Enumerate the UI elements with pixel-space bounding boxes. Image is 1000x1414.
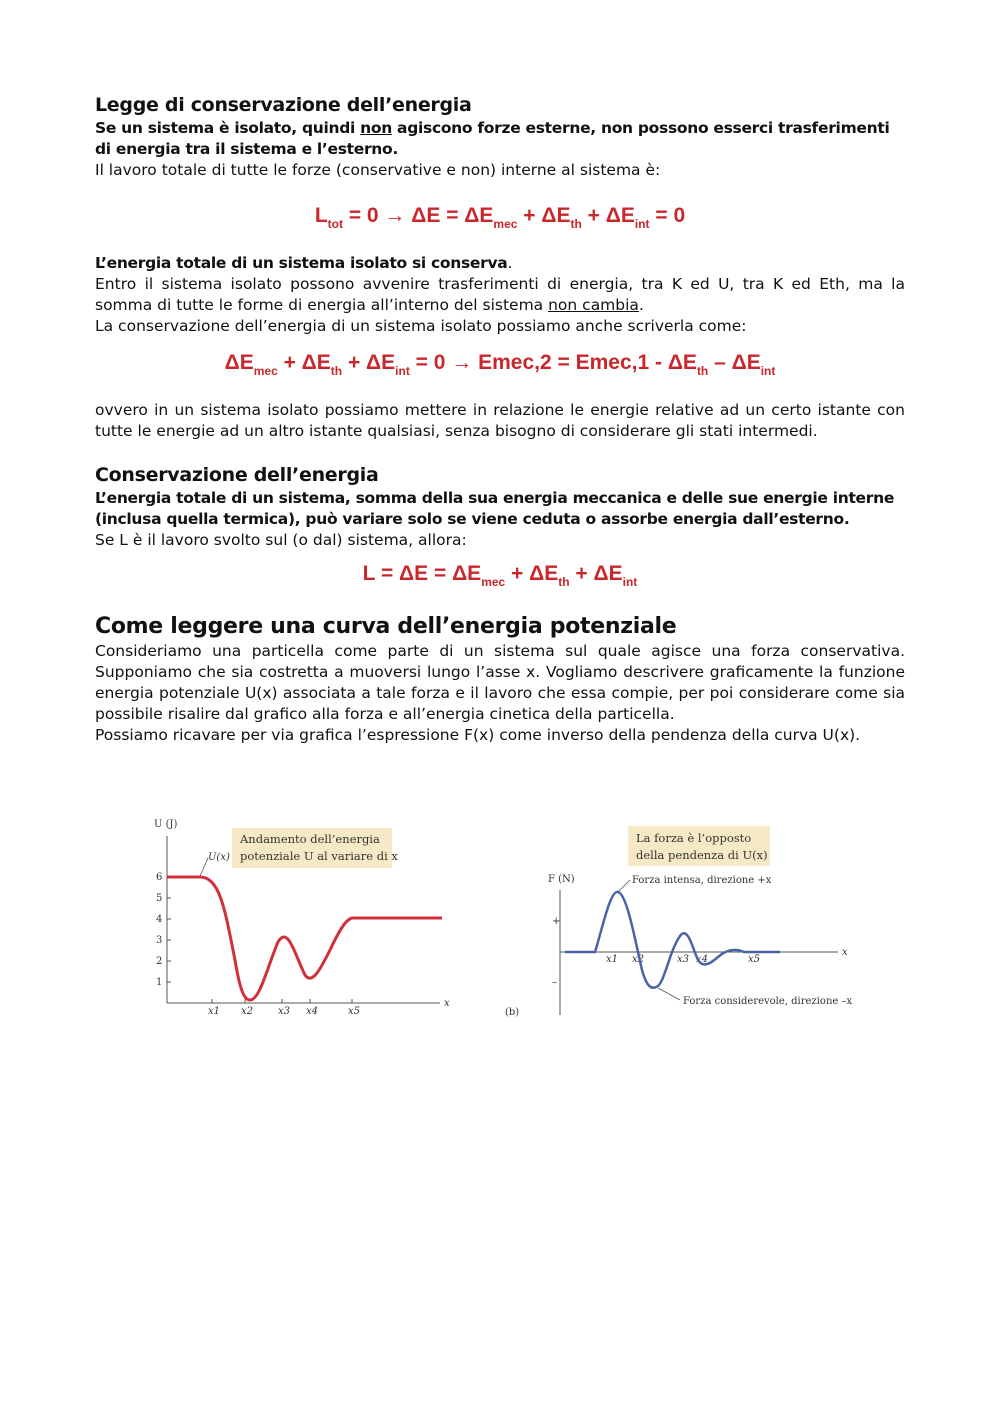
f3-b-sub: th (558, 575, 570, 589)
fig-a-caption-1: Andamento dell’energia (240, 832, 380, 846)
fig-b-xtick-2: x2 (632, 954, 645, 965)
transfers-text (95, 274, 905, 316)
transfers-underlined: non cambia (548, 296, 639, 314)
total-energy-statement: L’energia totale di un sistema, somma della sua energia meccanica e delle sue energie interne (inclusa quella termica), può variare solo se viene ceduta o assorbe energia dall’esterno. (95, 489, 895, 528)
isolated-system-statement (95, 118, 905, 160)
f2-d-sub: th (696, 364, 709, 378)
f1-a: L (314, 204, 328, 227)
fig-a-ytick-4: 4 (156, 914, 163, 925)
fig-a-ytick-2: 2 (156, 956, 163, 967)
fig-b-xticks (606, 954, 760, 965)
write-as-text: La conservazione dell’energia di un sistema isolato possiamo anche scriverla come: (95, 317, 747, 335)
f1-b: = 0 → ΔE = ΔE (342, 204, 494, 227)
section-title-potential-curve: Come leggere una curva dell’energia potenziale (95, 614, 677, 639)
f2-c-sub: int (395, 364, 410, 378)
fig-b-minus: – (552, 977, 557, 988)
f3-a-sub: mec (481, 575, 506, 589)
fig-b-caption-2: della pendenza di U(x) (636, 848, 768, 862)
fig-a-xtick-4: x4 (306, 1006, 319, 1017)
fig-a-xtick-1: x1 (208, 1006, 221, 1017)
document-page (95, 92, 905, 746)
fig-a-caption-2: potenziale U al variare di x (240, 849, 398, 863)
transfers-part-2: . (638, 296, 644, 314)
f1-b-sub: mec (493, 217, 518, 231)
fig-b-note-bottom: Forza considerevole, direzione –x (683, 996, 853, 1007)
fig-b-panel-label: (b) (505, 1007, 520, 1018)
f2-b: + ΔE (277, 351, 331, 374)
fig-b-note-top: Forza intensa, direzione +x (632, 875, 772, 886)
fig-a-ylabel: U (J) (154, 819, 178, 830)
formula-work-energy (95, 563, 905, 613)
fig-a-xlabel: x (444, 998, 450, 1009)
section-title-conservation-law: Legge di conservazione dell’energia (95, 94, 472, 116)
formula-total-work (95, 205, 905, 253)
fig-a-xtick-5: x5 (348, 1006, 361, 1017)
slope-text: Possiamo ricavare per via grafica l’espressione F(x) come inverso della pendenza della curva U(x). (95, 726, 861, 744)
fig-b-plus: + (552, 916, 561, 927)
fig-b-curve (565, 892, 780, 988)
f1-c-sub: th (570, 217, 582, 231)
f1-a-sub: tot (327, 217, 343, 231)
fig-a-yticks (156, 872, 171, 988)
energy-conserved-dot: . (507, 254, 513, 272)
statement-underlined: non (360, 119, 392, 137)
f2-d: = 0 → Emec,2 = Emec,1 - ΔE (409, 351, 697, 374)
figure-a-potential (154, 819, 450, 1017)
f3-c: + ΔE (569, 562, 623, 585)
f2-a-sub: mec (253, 364, 278, 378)
fig-b-ylabel: F (N) (548, 874, 575, 885)
figure-svg (140, 810, 860, 1030)
formula-isolated-system (95, 352, 905, 400)
fig-a-curve-label: U(x) (208, 852, 230, 863)
fig-a-xtick-2: x2 (241, 1006, 254, 1017)
f3-c-sub: int (622, 575, 638, 589)
statement-part-1: Se un sistema è isolato, quindi (95, 119, 361, 137)
fig-b-xtick-1: x1 (606, 954, 619, 965)
fig-b-xlabel: x (842, 947, 848, 958)
fig-a-xtick-3: x3 (278, 1006, 291, 1017)
f3-b: + ΔE (505, 562, 559, 585)
f1-d: + ΔE (581, 204, 635, 227)
fig-a-ytick-6: 6 (156, 872, 163, 883)
instants-text: ovvero in un sistema isolato possiamo mettere in relazione le energie relative ad un certo istante con tutte le energie ad un altro istante qualsiasi, senza bisogno di considerare gli stati intermedi. (95, 401, 905, 440)
fig-b-xtick-3: x3 (677, 954, 690, 965)
particle-text: Consideriamo una particella come parte di un sistema sul quale agisce una forza conservativa. Supponiamo che sia costretta a muoversi lungo l’asse x. Vogliamo descrivere graficamente la funzione energia potenziale U(x) associata a tale forza e il lavoro che essa compie, per poi considerare come sia possibile risalire dal grafico alla forza e all’energia cinetica della particella. (95, 642, 905, 723)
f2-e: – ΔE (708, 351, 761, 374)
figure-b-force (505, 826, 852, 1018)
f1-c: + ΔE (517, 204, 571, 227)
fig-a-ytick-1: 1 (156, 977, 163, 988)
fig-b-xtick-4: x4 (696, 954, 709, 965)
f1-e: = 0 (649, 204, 686, 227)
f2-c: + ΔE (342, 351, 396, 374)
work-system-text: Se L è il lavoro svolto sul (o dal) sistema, allora: (95, 531, 467, 549)
f1-d-sub: int (634, 217, 650, 231)
transfers-part-1: Entro il sistema isolato possono avvenire trasferimenti di energia, tra K ed U, tra K ed Eth, ma la somma di tutte le forme di energia all’interno del sistema (95, 275, 905, 314)
energy-conserved-line (95, 253, 905, 274)
fig-b-caption-1: La forza è l’opposto (636, 831, 752, 845)
energy-conserved-bold: L’energia totale di un sistema isolato si conserva (95, 254, 508, 272)
fig-b-xtick-5: x5 (748, 954, 761, 965)
f2-b-sub: th (330, 364, 343, 378)
fig-a-curve (167, 877, 442, 1000)
statement-part-2: agiscono forze esterne, non possono esserci trasferimenti di energia tra il sistema e l’esterno. (95, 119, 890, 158)
figures (140, 810, 860, 1030)
f3-a: L = ΔE = ΔE (362, 562, 482, 585)
total-work-text: Il lavoro totale di tutte le forze (conservative e non) interne al sistema è: (95, 161, 661, 179)
f2-e-sub: int (760, 364, 776, 378)
fig-a-xticks (208, 999, 360, 1017)
section-title-energy-conservation: Conservazione dell’energia (95, 464, 379, 486)
fig-a-ytick-3: 3 (156, 935, 163, 946)
fig-a-ytick-5: 5 (156, 893, 163, 904)
f2-a: ΔE (224, 351, 254, 374)
